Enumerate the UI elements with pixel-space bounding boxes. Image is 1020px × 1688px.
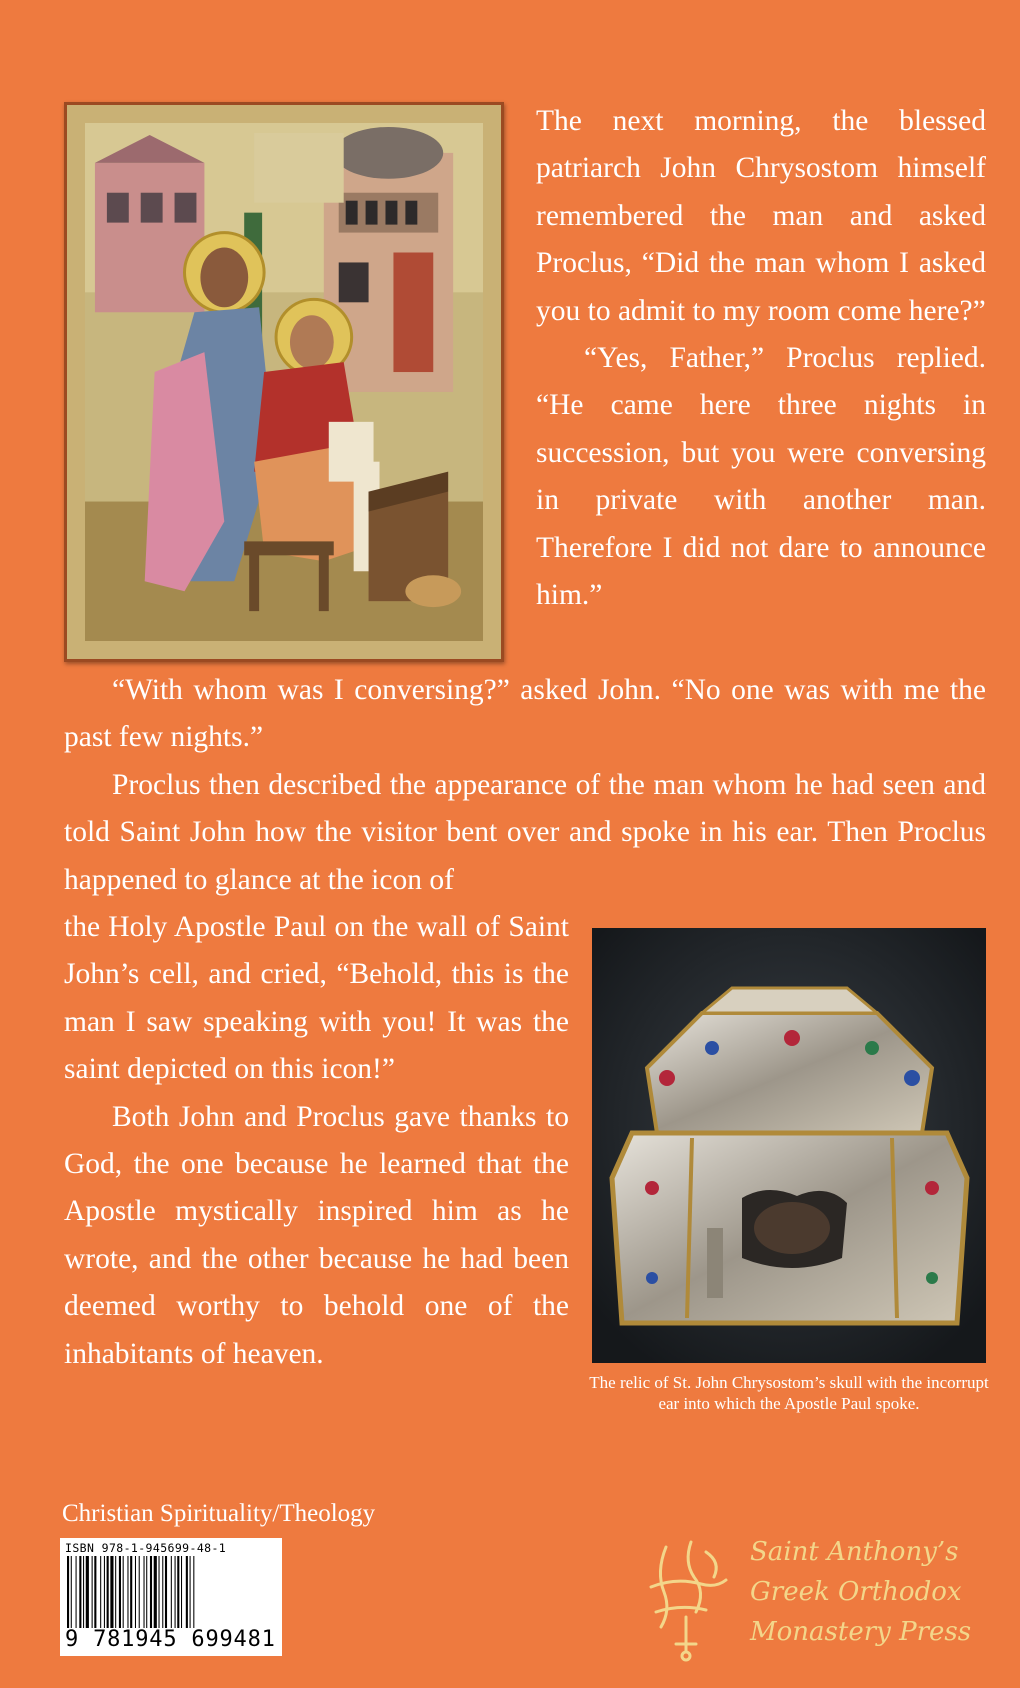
isbn-digits: 9 781945 699481 xyxy=(65,1627,276,1652)
barcode-bar xyxy=(146,1556,147,1628)
barcode-bar xyxy=(67,1556,69,1628)
icon-painting xyxy=(64,102,504,662)
publisher-line: Saint Anthony’s xyxy=(750,1537,959,1567)
paragraph: “Yes, Father,” Proclus replied. “He came here three nights in succession, but you were conversing in private with another man. Therefore I did not dare to announce him.” xyxy=(536,342,986,612)
paragraph: “With whom was I conversing?” asked John. “No one was with me the past few nights.” xyxy=(64,674,986,754)
barcode-bar xyxy=(71,1556,72,1628)
barcode-bar xyxy=(139,1556,140,1628)
barcode-bar xyxy=(100,1556,101,1628)
barcode-bar xyxy=(94,1556,96,1628)
relic-caption: The relic of St. John Chrysostom’s skull with the incorrupt ear into which the Apostle Paul spoke. xyxy=(589,1373,989,1413)
barcode-bar xyxy=(127,1556,128,1628)
publisher-line: Monastery Press xyxy=(750,1617,972,1647)
barcode-bar xyxy=(144,1556,145,1628)
barcode-bar xyxy=(107,1556,109,1628)
text-block-3 xyxy=(64,904,569,1378)
barcode-bar xyxy=(104,1556,105,1628)
barcode-bar xyxy=(86,1556,89,1628)
barcode-bar xyxy=(130,1556,132,1628)
paragraph: The next morning, the blessed patriarch John Chrysostom himself remembered the man and asked Proclus, “Did the man whom I asked you to admit to my room come here?” xyxy=(536,105,986,327)
paragraph: Both John and Proclus gave thanks to God, the one because he learned that the Apostle mystically inspired him as he wrote, and the other because he had been deemed worthy to behold one of the inhabitants of heaven. xyxy=(64,1100,569,1370)
relic-photo xyxy=(592,928,986,1363)
barcode-bar xyxy=(193,1556,194,1628)
barcode-bar xyxy=(135,1556,136,1628)
barcode-bar xyxy=(171,1556,172,1628)
barcode-bar xyxy=(119,1556,121,1628)
isbn-label: ISBN 978-1-945699-48-1 xyxy=(65,1541,227,1555)
barcode-bar xyxy=(115,1556,116,1628)
barcode-bar xyxy=(175,1556,176,1628)
barcode-bar xyxy=(123,1556,124,1628)
barcode-bar xyxy=(79,1556,81,1628)
barcode-bars xyxy=(65,1556,277,1628)
paragraph: Proclus then described the appearance of the man whom he had seen and told Saint John how the visitor bent over and spoke in his ear. Then Proclus happened to glance at the icon of xyxy=(64,768,986,896)
category-label: Christian Spirituality/Theology xyxy=(62,1500,376,1527)
barcode-bar xyxy=(83,1556,84,1628)
publisher-line: Greek Orthodox xyxy=(750,1577,962,1607)
barcode-bar xyxy=(165,1556,167,1628)
relic-reliquary-illustration xyxy=(592,928,986,1363)
isbn-barcode xyxy=(60,1538,282,1656)
barcode-bar xyxy=(110,1556,113,1628)
barcode-bar xyxy=(92,1556,93,1628)
barcode-bar xyxy=(190,1556,191,1628)
publisher-name xyxy=(750,1532,1000,1652)
icon-painting-illustration xyxy=(85,123,483,641)
barcode-bar xyxy=(154,1556,157,1628)
barcode-bar xyxy=(150,1556,152,1628)
barcode-bar xyxy=(162,1556,163,1628)
monastery-logo xyxy=(636,1532,736,1662)
barcode-bar xyxy=(181,1556,182,1628)
text-block-1 xyxy=(536,98,986,619)
barcode-bar xyxy=(76,1556,77,1628)
paragraph: the Holy Apostle Paul on the wall of Saint John’s cell, and cried, “Behold, this is the man I saw speaking with you! It was the saint depicted on this icon!” xyxy=(64,911,569,1086)
text-block-2 xyxy=(64,667,986,904)
barcode-bar xyxy=(159,1556,160,1628)
barcode-bar xyxy=(186,1556,188,1628)
barcode-bar xyxy=(177,1556,179,1628)
